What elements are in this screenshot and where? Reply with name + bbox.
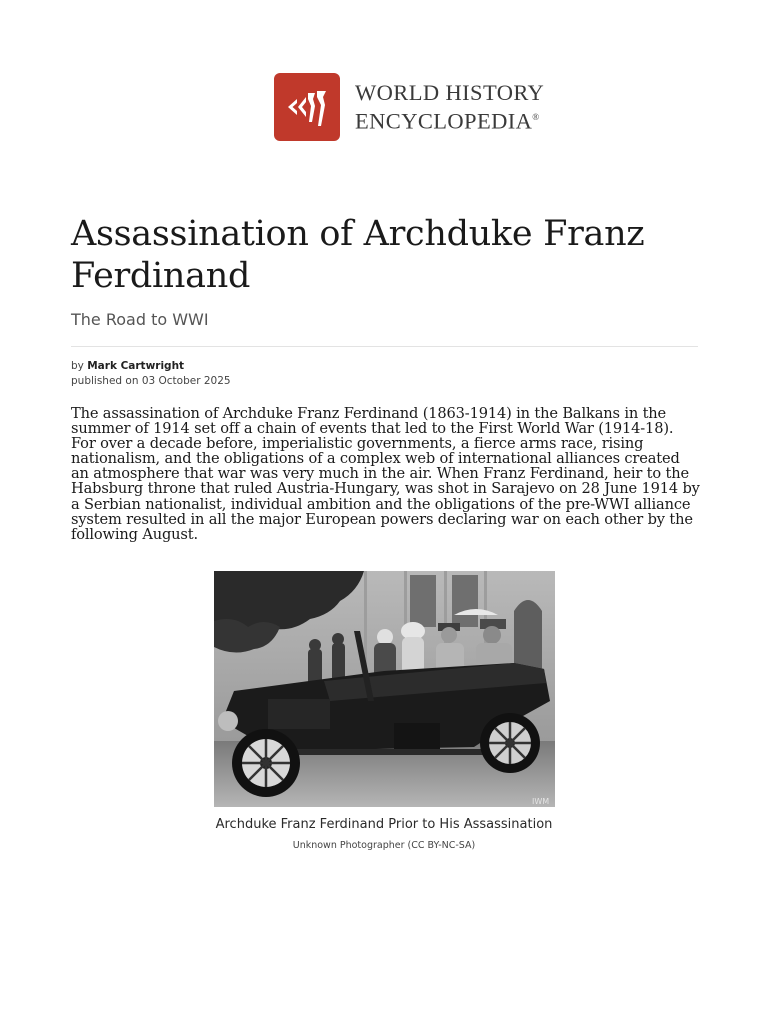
photo-watermark: IWM bbox=[532, 797, 550, 806]
byline bbox=[71, 359, 231, 389]
page-subtitle: The Road to WWI bbox=[71, 310, 209, 329]
site-logo[interactable] bbox=[274, 73, 544, 141]
author-link[interactable]: Mark Cartwright bbox=[87, 360, 185, 372]
author-line bbox=[71, 359, 231, 374]
logo-wordmark bbox=[355, 80, 544, 134]
article-body: The assassination of Archduke Franz Ferdinand (1863-1914) in the Balkans in the summer of 1914 set off a chain of events that led to the First World War (1914-18). For over a decade before, imperialistic governments, a fierce arms race, rising nationalism, and the obligations of a complex web of international alliances created an atmosphere that war was very much in the air. When Franz Ferdinand, heir to the Habsburg throne that ruled Austria-Hungary, was shot in Sarajevo on 28 June 1914 by a Serbian nationalist, individual ambition and the obligations of the pre-WWI alliance system resulted in all the major European powers declaring war on each other by the following August. bbox=[71, 405, 700, 543]
photo-illustration bbox=[214, 571, 555, 807]
world-history-encyclopedia-logo-icon bbox=[274, 73, 340, 141]
logo-line-2 bbox=[355, 105, 544, 134]
divider bbox=[71, 346, 698, 347]
figure-caption: Archduke Franz Ferdinand Prior to His Assassination bbox=[215, 817, 553, 832]
figure-credit[interactable]: Unknown Photographer (CC BY-NC-SA) bbox=[292, 840, 476, 851]
page-title: Assassination of Archduke Franz Ferdinand bbox=[71, 214, 645, 296]
logo-line-1: WORLD HISTORY bbox=[355, 80, 545, 106]
registered-mark: ® bbox=[532, 112, 540, 123]
published-date: published on 03 October 2025 bbox=[71, 375, 231, 387]
by-prefix: by bbox=[71, 360, 84, 372]
logo-line-2-text: ENCYCLOPEDIA bbox=[355, 108, 533, 134]
article-photo[interactable] bbox=[214, 571, 555, 807]
